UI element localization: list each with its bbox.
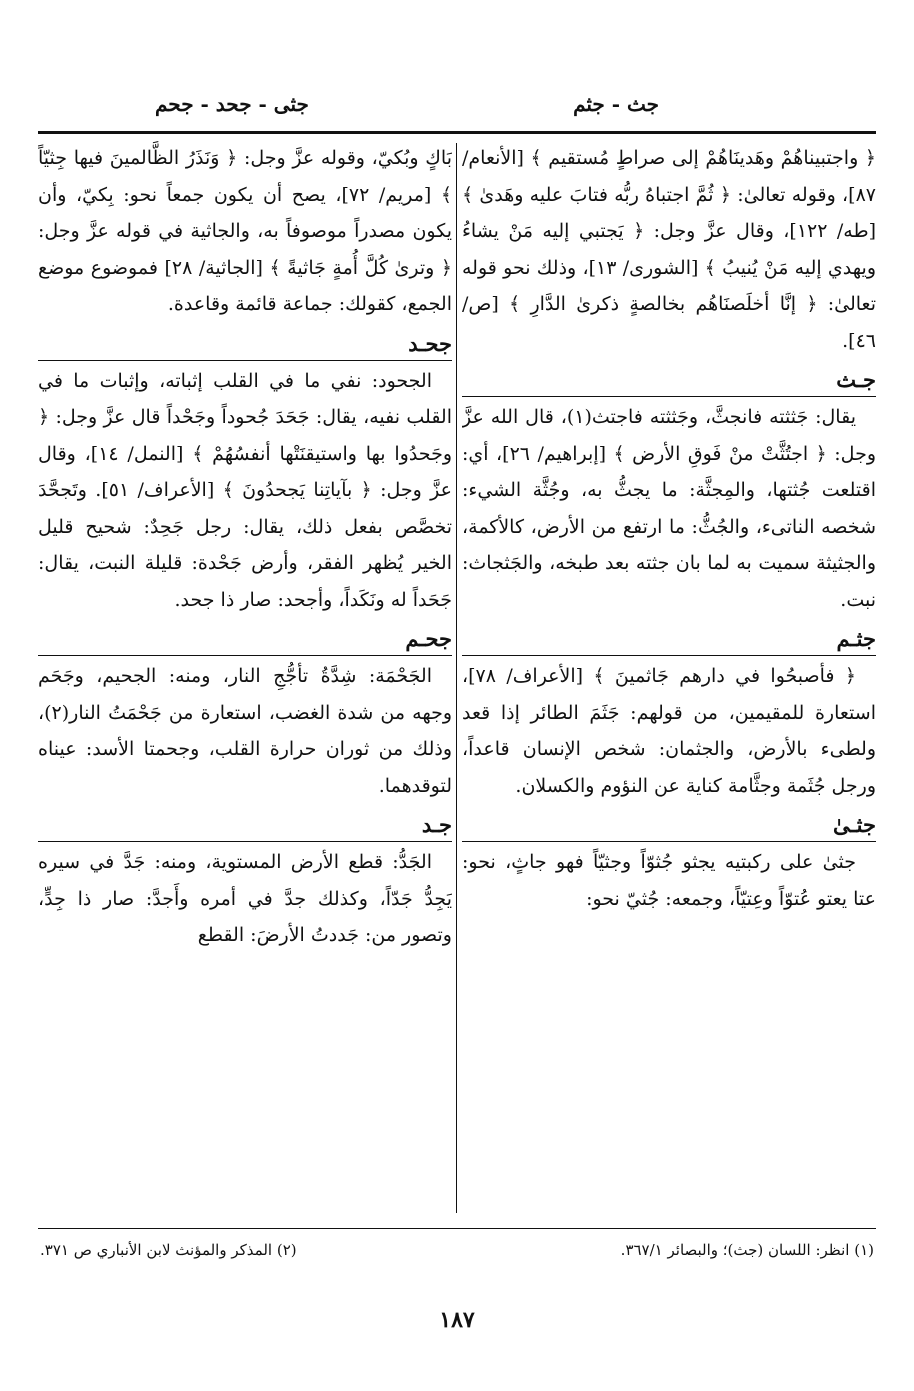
footnote-1: (١) انظر: اللسان (جث)؛ والبصائر ٣٦٧/١. xyxy=(620,1241,874,1259)
header-rule xyxy=(38,131,876,134)
entry-paragraph: ﴿ واجتبيناهُمْ وهَدينَاهُمْ إلى صراطٍ مُستقيم ﴾ [الأنعام/ ٨٧]، وقوله تعالىٰ: ﴿ ثُمَّ اجتباهُ ربُّه فتابَ عليه وهَدىٰ ﴾ [طه/ ١٢٢]، وقال عزَّ وجل: ﴿ يَجتبي إليه مَنْ يشاءُ ويهدي إليه مَنْ يُنيبُ ﴾ [الشورى/ ١٣]، وذلك نحو قوله تعالىٰ: ﴿ إنَّا أخلَصنَاهُم بخالصةٍ ذكرىٰ الدَّارِ ﴾ [ص/ ٤٦]. xyxy=(462,147,876,352)
entry-paragraph: بَاكٍ وبُكيّ، وقوله عزَّ وجل: ﴿ وَنَذَرُ الظَّالمينَ فيها جِثيّاً ﴾ [مريم/ ٧٢]، يصح أن يكون جمعاً نحو: بِكيّ، وأن يكون مصدراً موصوفاً به، والجاثية في قوله عزَّ وجل: ﴿ وترىٰ كُلَّ أُمةٍ جَاثيةً ﴾ [الجاثية/ ٢٨] فموضوع موضع الجمع، كقولك: جماعة قائمة وقاعدة. xyxy=(38,147,452,315)
footnote-2: (٢) المذكر والمؤنث لابن الأنباري ص ٣٧١. xyxy=(40,1241,297,1259)
entry-paragraph: ﴿ فأصبحُوا في دارهم جَاثمينَ ﴾ [الأعراف/ ٧٨]، استعارة للمقيمين، من قولهم: جَثَمَ الطائر إذا قعد ولطىء بالأرض، والجثمان: شخص الإنسان قاعداً، ورجل جُثَمة وجثَّامة كناية عن النؤوم والكسلان. xyxy=(462,665,876,797)
running-header-right: جث - جثم xyxy=(573,92,659,116)
entry-paragraph: يقال: جَثثته فانجثَّ، وجَثثته فاجتث(١)، قال الله عزَّ وجل: ﴿ اجتُثَّتْ منْ فَوقِ الأرض ﴾ [إبراهيم/ ٢٦]، أي: اقتلعت جُثتها، والمِجثَّة: ما يجثُّ به، وجُثَّة الشيء: شخصه الناتىء، والجُثُّ: ما ارتفع من الأرض، كالأكمة، والجثيثة سميت به لما بان جثته بعد طبخه، والجَثجاث: نبت. xyxy=(462,406,876,611)
page-number: ١٨٧ xyxy=(439,1307,475,1333)
entry-heading: جثـىٰ xyxy=(462,810,876,842)
footnote-rule xyxy=(38,1228,876,1229)
entry-heading: جثـم xyxy=(462,624,876,656)
right-column xyxy=(462,140,876,1220)
entry-heading: جـد xyxy=(38,810,452,842)
left-column xyxy=(38,140,452,1220)
entry-paragraph: الجحود: نفي ما في القلب إثباته، وإثبات ما في القلب نفيه، يقال: جَحَدَ جُحوداً وجَحْداً قال عزَّ وجل: ﴿ وجَحدُوا بها واستيقنَتْها أنفسُهُمْ ﴾ [النمل/ ١٤]، وقال عزَّ وجل: ﴿ بآياتِنا يَجحدُونَ ﴾ [الأعراف/ ٥١]. وتَجحَّدَ تخصَّص بفعل ذلك، يقال: رجل جَحِدٌ: شحيح قليل الخير يُظهر الفقر، وأرض جَحْدة: قليلة النبت، يقال: جَحَداً له ونَكَداً، وأجحد: صار ذا جحد. xyxy=(38,369,452,611)
entry-paragraph: الجَحْمَة: شِدَّةُ تأجُّجِ النار، ومنه: الجحيم، وجَحَم وجهه من شدة الغضب، استعارة من جَحْمَتُ النار(٢)، وذلك من ثوران حرارة القلب، وجحمتا الأسد: عيناه لتوقدهما. xyxy=(38,665,452,797)
column-divider xyxy=(456,143,457,1213)
entry-paragraph: جثىٰ على ركبتيه يجثو جُثوّاً وجثيّاً فهو جاثٍ، نحو: عتا يعتو عُتوّاً وعِتيّاً، وجمعه: جُثيّ نحو: xyxy=(462,851,876,910)
entry-heading: جحـم xyxy=(38,624,452,656)
entry-heading: جـث xyxy=(462,365,876,397)
running-header-left: جثى - جحد - جحم xyxy=(155,92,309,116)
entry-heading: جحـد xyxy=(38,329,452,361)
entry-paragraph: الجَدُّ: قطع الأرض المستوية، ومنه: جَدَّ في سيره يَجِدُّ جَدّاً، وكذلك جدَّ في أمره وأَجدَّ: صار ذا جِدٍّ، وتصور من: جَددتُ الأرضَ: القطع xyxy=(38,851,452,946)
